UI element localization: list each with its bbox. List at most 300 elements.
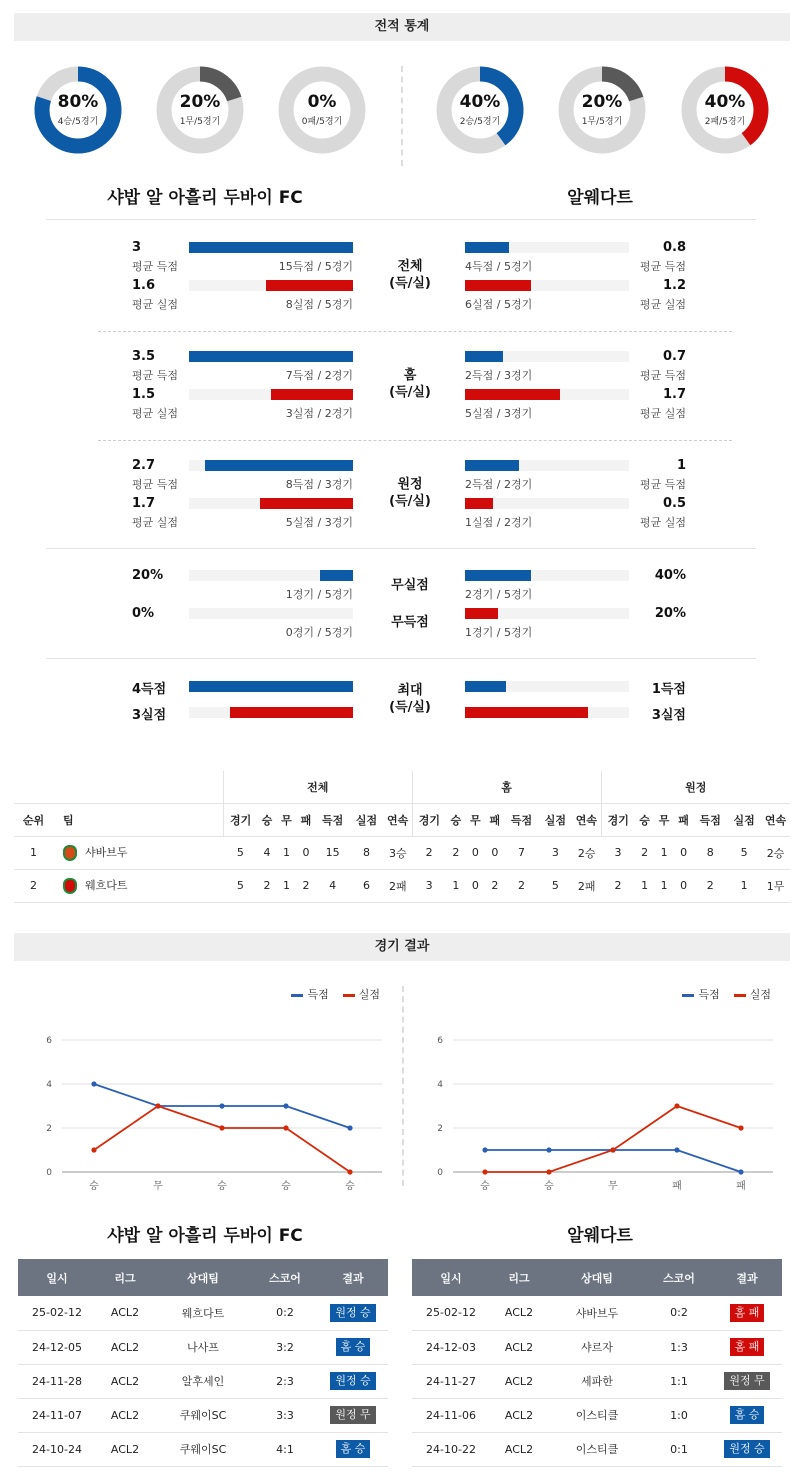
home-goals-caption: 7득점 / 2경기 xyxy=(285,369,353,382)
away-no-goal-pct: 20% xyxy=(654,606,686,621)
legend-item: 실점 xyxy=(343,988,380,1001)
data-point xyxy=(546,1169,551,1174)
standings-col-header: 승 xyxy=(257,803,277,836)
standings-cell: 0 xyxy=(296,836,316,869)
home-max-conceded: 3실점 xyxy=(132,708,167,723)
standings-col-header: 무 xyxy=(277,803,297,836)
home-team-name: 샤밥 알 아흘리 두바이 FC xyxy=(107,188,303,208)
away-goals-bar xyxy=(465,351,503,362)
table-row xyxy=(412,1330,782,1364)
home-clean-sheet-bar xyxy=(320,570,353,581)
standings-cell: 2 xyxy=(693,869,727,902)
away-goals-caption: 2득점 / 2경기 xyxy=(465,478,533,491)
result-score: 1:0 xyxy=(646,1398,712,1432)
result-badge: 홈 승 xyxy=(336,1440,371,1458)
result-league: ACL2 xyxy=(96,1330,154,1364)
home-clean-sheet-caption: 1경기 / 5경기 xyxy=(285,588,353,601)
standings-col-header: 패 xyxy=(485,803,505,836)
table-row xyxy=(412,1432,782,1466)
result-opp: 이스티클 xyxy=(548,1398,646,1432)
stats-section-title: 전적 통계 xyxy=(14,13,790,41)
away-avg-goals-label: 평균 득점 xyxy=(639,369,686,382)
divider xyxy=(98,331,732,332)
result-opp: 이스티클 xyxy=(548,1432,646,1466)
team-cell[interactable] xyxy=(53,836,223,869)
donut-caption: 4승/5경기 xyxy=(57,117,99,127)
standings-cell: 1 xyxy=(277,869,297,902)
results-col-header: 상대팀 xyxy=(154,1259,252,1296)
y-tick-label: 4 xyxy=(437,1080,443,1090)
standings-cell: 1무 xyxy=(761,869,790,902)
home-avg-conceded-label: 평균 실점 xyxy=(132,298,179,311)
standings-cell: 3승 xyxy=(383,836,412,869)
result-cell xyxy=(318,1330,388,1364)
result-opp: 알후세인 xyxy=(154,1364,252,1398)
standings-cell: 15 xyxy=(316,836,350,869)
home-results-table xyxy=(18,1259,388,1467)
x-tick-label: 승 xyxy=(345,1181,355,1192)
results-col-header: 스코어 xyxy=(252,1259,318,1296)
home-conceded-bar xyxy=(271,389,353,400)
away-avg-conceded: 1.2 xyxy=(662,278,686,293)
result-date: 24-10-24 xyxy=(18,1432,96,1466)
standings-cell: 1 xyxy=(654,836,674,869)
home-goals-caption: 15득점 / 5경기 xyxy=(278,260,353,273)
away-avg-conceded-label: 평균 실점 xyxy=(639,298,686,311)
result-score: 3:3 xyxy=(252,1398,318,1432)
data-point xyxy=(482,1169,487,1174)
result-date: 24-11-27 xyxy=(412,1364,490,1398)
home-avg-goals-label: 평균 득점 xyxy=(132,478,179,491)
result-score: 2:3 xyxy=(252,1364,318,1398)
standings-cell: 5 xyxy=(223,836,257,869)
home-max-goals: 4득점 xyxy=(132,682,167,697)
result-date: 24-11-06 xyxy=(412,1398,490,1432)
home-donut-1 xyxy=(156,66,244,154)
away-results-chart xyxy=(405,982,785,1192)
table-row xyxy=(18,1296,388,1330)
result-score: 4:1 xyxy=(252,1432,318,1466)
donut-percent: 20% xyxy=(179,92,221,112)
away-conceded-caption: 1실점 / 2경기 xyxy=(465,516,533,529)
team-cell[interactable] xyxy=(53,869,223,902)
result-cell xyxy=(318,1364,388,1398)
donut-caption: 2승/5경기 xyxy=(459,117,501,127)
no-goal-label: 무득점 xyxy=(391,615,429,630)
standings-cell: 4 xyxy=(316,869,350,902)
result-score: 0:2 xyxy=(646,1296,712,1330)
donut-percent: 0% xyxy=(307,92,337,112)
result-opp: 샤르자 xyxy=(548,1330,646,1364)
standings-col-header: 득점 xyxy=(505,803,539,836)
standings-col-header: 득점 xyxy=(693,803,727,836)
home-conceded-bar xyxy=(260,498,353,509)
data-point xyxy=(674,1147,679,1152)
result-badge: 원정 무 xyxy=(724,1372,769,1390)
group-away: 원정 xyxy=(601,771,790,803)
result-score: 0:2 xyxy=(252,1296,318,1330)
result-cell xyxy=(318,1432,388,1466)
result-date: 25-02-12 xyxy=(18,1296,96,1330)
table-row xyxy=(14,836,790,869)
series-line xyxy=(94,1106,350,1172)
result-league: ACL2 xyxy=(96,1432,154,1466)
y-tick-label: 6 xyxy=(437,1036,443,1046)
away-goals-bar xyxy=(465,460,519,471)
standings-col-header: 순위 xyxy=(14,803,53,836)
result-league: ACL2 xyxy=(490,1398,548,1432)
home-clean-sheet-pct: 20% xyxy=(132,568,164,583)
result-cell xyxy=(318,1398,388,1432)
x-tick-label: 승 xyxy=(544,1181,554,1192)
divider xyxy=(46,219,756,220)
group-home: 홈 xyxy=(412,771,601,803)
result-opp: 샤바브두 xyxy=(548,1296,646,1330)
legend-item: 득점 xyxy=(291,988,328,1001)
team-name: 웨흐다트 xyxy=(85,879,128,892)
result-badge: 홈 패 xyxy=(730,1304,765,1322)
result-score: 3:2 xyxy=(252,1330,318,1364)
result-cell xyxy=(712,1296,782,1330)
x-tick-label: 무 xyxy=(153,1181,163,1192)
away-conceded-bar xyxy=(465,280,531,291)
away-goals-bar xyxy=(465,242,509,253)
standings-cell: 2패 xyxy=(383,869,412,902)
results-col-header: 스코어 xyxy=(646,1259,712,1296)
y-tick-label: 0 xyxy=(46,1168,52,1178)
away-results-team-name: 알웨다트 xyxy=(567,1226,633,1246)
result-badge: 원정 승 xyxy=(724,1440,769,1458)
donut-percent: 80% xyxy=(57,92,99,112)
x-tick-label: 패 xyxy=(736,1181,746,1192)
standings-col-header: 승 xyxy=(635,803,655,836)
standings-cell: 8 xyxy=(350,836,384,869)
standings-col-header: 연속 xyxy=(761,803,790,836)
away-donut-0 xyxy=(436,66,524,154)
standings-cell: 0 xyxy=(466,836,486,869)
data-point xyxy=(219,1125,224,1130)
data-point xyxy=(347,1169,352,1174)
results-col-header: 일시 xyxy=(412,1259,490,1296)
standings-col-header: 패 xyxy=(296,803,316,836)
home-max-conceded-bar xyxy=(230,707,353,718)
standings-cell: 5 xyxy=(538,869,572,902)
clean-sheet-label: 무실점 xyxy=(391,578,429,593)
home-no-goal-pct: 0% xyxy=(132,606,155,621)
result-date: 24-12-05 xyxy=(18,1330,96,1364)
standings-cell: 2 xyxy=(505,869,539,902)
data-point xyxy=(91,1147,96,1152)
result-cell xyxy=(712,1398,782,1432)
home-avg-goals: 3 xyxy=(132,240,142,255)
standings-cell: 0 xyxy=(466,869,486,902)
home-results-team-name: 샤밥 알 아흘리 두바이 FC xyxy=(107,1226,303,1246)
standings-cell: 0 xyxy=(485,836,505,869)
table-row xyxy=(412,1398,782,1432)
home-avg-conceded: 1.5 xyxy=(132,387,156,402)
standings-cell: 4 xyxy=(257,836,277,869)
home-avg-conceded: 1.7 xyxy=(132,496,156,511)
result-league: ACL2 xyxy=(490,1330,548,1364)
standings-cell: 1 xyxy=(727,869,761,902)
standings-cell: 1 xyxy=(446,869,466,902)
standings-col-header: 무 xyxy=(466,803,486,836)
standings-col-header: 득점 xyxy=(316,803,350,836)
home-donut-0 xyxy=(34,66,122,154)
away-max-conceded: 3실점 xyxy=(651,708,686,723)
standings-cell: 2 xyxy=(296,869,316,902)
table-row xyxy=(18,1398,388,1432)
result-score: 1:3 xyxy=(646,1330,712,1364)
data-point xyxy=(283,1103,288,1108)
data-point xyxy=(283,1125,288,1130)
standings-col-header: 연속 xyxy=(383,803,412,836)
team-logo-icon xyxy=(63,845,77,861)
result-badge: 원정 승 xyxy=(330,1304,375,1322)
home-conceded-caption: 8실점 / 5경기 xyxy=(285,298,353,311)
standings-cell: 0 xyxy=(674,869,694,902)
result-date: 24-10-22 xyxy=(412,1432,490,1466)
away-clean-sheet-bar xyxy=(465,570,531,581)
stat-category-label: 전체 (득/실) xyxy=(389,259,431,291)
standings-col-header: 무 xyxy=(654,803,674,836)
standings-col-header: 경기 xyxy=(412,803,446,836)
table-row xyxy=(412,1296,782,1330)
standings-col-header: 승 xyxy=(446,803,466,836)
away-avg-conceded: 0.5 xyxy=(662,496,686,511)
x-tick-label: 승 xyxy=(89,1181,99,1192)
y-tick-label: 2 xyxy=(437,1124,443,1134)
standings-col-header: 패 xyxy=(674,803,694,836)
x-tick-label: 승 xyxy=(281,1181,291,1192)
away-conceded-caption: 6실점 / 5경기 xyxy=(465,298,533,311)
away-team-name: 알웨다트 xyxy=(567,188,633,208)
away-avg-conceded-label: 평균 실점 xyxy=(639,407,686,420)
max-label: 최대 (득/실) xyxy=(389,683,431,715)
away-clean-sheet-pct: 40% xyxy=(654,568,686,583)
standings-col-header: 실점 xyxy=(350,803,384,836)
result-badge: 원정 승 xyxy=(330,1372,375,1390)
y-tick-label: 2 xyxy=(46,1124,52,1134)
divider xyxy=(98,440,732,441)
divider xyxy=(46,548,756,549)
standings-cell: 7 xyxy=(505,836,539,869)
away-avg-conceded: 1.7 xyxy=(662,387,686,402)
home-avg-goals: 2.7 xyxy=(132,458,156,473)
group-total: 전체 xyxy=(223,771,412,803)
home-goals-bar xyxy=(189,351,353,362)
team-name: 샤바브두 xyxy=(85,846,128,859)
table-row xyxy=(18,1364,388,1398)
data-point xyxy=(91,1081,96,1086)
standings-col-header: 팀 xyxy=(53,803,223,836)
donut-percent: 40% xyxy=(459,92,501,112)
team-logo-icon xyxy=(63,878,77,894)
x-tick-label: 승 xyxy=(480,1181,490,1192)
standings-cell: 5 xyxy=(727,836,761,869)
result-badge: 홈 승 xyxy=(730,1406,765,1424)
data-point xyxy=(674,1103,679,1108)
series-line xyxy=(485,1150,741,1172)
result-opp: 나사프 xyxy=(154,1330,252,1364)
home-avg-conceded-label: 평균 실점 xyxy=(132,516,179,529)
standings-cell: 1 xyxy=(277,836,297,869)
table-row xyxy=(18,1330,388,1364)
x-tick-label: 무 xyxy=(608,1181,618,1192)
results-col-header: 일시 xyxy=(18,1259,96,1296)
home-conceded-caption: 5실점 / 3경기 xyxy=(285,516,353,529)
standings-cell: 5 xyxy=(223,869,257,902)
standings-cell: 1 xyxy=(654,869,674,902)
away-no-goal-bar xyxy=(465,608,498,619)
home-max-goals-bar xyxy=(189,681,353,692)
result-date: 24-11-28 xyxy=(18,1364,96,1398)
home-avg-conceded-label: 평균 실점 xyxy=(132,407,179,420)
results-col-header: 상대팀 xyxy=(548,1259,646,1296)
results-col-header: 결과 xyxy=(318,1259,388,1296)
result-score: 1:1 xyxy=(646,1364,712,1398)
away-donut-1 xyxy=(558,66,646,154)
data-point xyxy=(347,1125,352,1130)
standings-cell: 3 xyxy=(538,836,572,869)
data-point xyxy=(482,1147,487,1152)
donut-percent: 20% xyxy=(581,92,623,112)
away-avg-goals: 0.8 xyxy=(662,240,686,255)
x-tick-label: 승 xyxy=(217,1181,227,1192)
divider xyxy=(46,658,756,659)
home-conceded-bar xyxy=(266,280,353,291)
data-point xyxy=(610,1147,615,1152)
home-goals-caption: 8득점 / 3경기 xyxy=(285,478,353,491)
away-goals-caption: 4득점 / 5경기 xyxy=(465,260,533,273)
stat-category-label: 원정 (득/실) xyxy=(389,477,431,509)
standings-cell: 8 xyxy=(693,836,727,869)
result-date: 25-02-12 xyxy=(412,1296,490,1330)
result-badge: 홈 패 xyxy=(730,1338,765,1356)
standings-cell: 3 xyxy=(601,836,635,869)
data-point xyxy=(219,1103,224,1108)
home-results-chart xyxy=(14,982,394,1192)
table-row xyxy=(14,869,790,902)
result-league: ACL2 xyxy=(490,1432,548,1466)
home-goals-bar xyxy=(189,242,353,253)
data-point xyxy=(738,1125,743,1130)
home-donut-2 xyxy=(278,66,366,154)
data-point xyxy=(546,1147,551,1152)
away-conceded-caption: 5실점 / 3경기 xyxy=(465,407,533,420)
standings-cell: 2승 xyxy=(572,836,601,869)
result-opp: 웨흐다트 xyxy=(154,1296,252,1330)
away-avg-goals: 0.7 xyxy=(662,349,686,364)
table-row xyxy=(412,1364,782,1398)
y-tick-label: 4 xyxy=(46,1080,52,1090)
result-league: ACL2 xyxy=(96,1398,154,1432)
standings-cell: 6 xyxy=(350,869,384,902)
donut-percent: 40% xyxy=(704,92,746,112)
away-max-conceded-bar xyxy=(465,707,588,718)
home-conceded-caption: 3실점 / 2경기 xyxy=(285,407,353,420)
standings-cell: 3 xyxy=(412,869,446,902)
away-avg-goals: 1 xyxy=(676,458,686,473)
result-badge: 홈 승 xyxy=(336,1338,371,1356)
standings-cell: 2 xyxy=(257,869,277,902)
away-clean-sheet-caption: 2경기 / 5경기 xyxy=(465,588,533,601)
away-donut-2 xyxy=(681,66,769,154)
standings-cell: 2 xyxy=(412,836,446,869)
result-opp: 쿠웨이SC xyxy=(154,1398,252,1432)
bar-track xyxy=(189,608,353,619)
result-league: ACL2 xyxy=(96,1296,154,1330)
standings-cell: 2 xyxy=(601,869,635,902)
standings-cell: 2 xyxy=(446,836,466,869)
chart-svg xyxy=(14,982,394,1192)
donut-caption: 2패/5경기 xyxy=(704,117,746,127)
result-cell xyxy=(712,1364,782,1398)
result-cell xyxy=(712,1330,782,1364)
away-max-goals-bar xyxy=(465,681,506,692)
standings-cell: 1 xyxy=(635,869,655,902)
result-league: ACL2 xyxy=(490,1296,548,1330)
results-col-header: 결과 xyxy=(712,1259,782,1296)
series-line xyxy=(485,1106,741,1172)
home-goals-bar xyxy=(205,460,353,471)
x-tick-label: 패 xyxy=(672,1181,682,1192)
standings-cell: 2승 xyxy=(761,836,790,869)
standings-col-header: 실점 xyxy=(538,803,572,836)
result-cell xyxy=(712,1432,782,1466)
stat-category-label: 홈 (득/실) xyxy=(389,368,431,400)
away-conceded-bar xyxy=(465,389,560,400)
result-date: 24-11-07 xyxy=(18,1398,96,1432)
standings-cell: 0 xyxy=(674,836,694,869)
home-no-goal-caption: 0경기 / 5경기 xyxy=(285,626,353,639)
away-avg-conceded-label: 평균 실점 xyxy=(639,516,686,529)
table-row xyxy=(18,1432,388,1466)
team-rank: 2 xyxy=(14,869,53,902)
home-avg-goals: 3.5 xyxy=(132,349,156,364)
result-league: ACL2 xyxy=(96,1364,154,1398)
away-results-table xyxy=(412,1259,782,1467)
away-no-goal-caption: 1경기 / 5경기 xyxy=(465,626,533,639)
result-opp: 쿠웨이SC xyxy=(154,1432,252,1466)
data-point xyxy=(738,1169,743,1174)
result-opp: 세파한 xyxy=(548,1364,646,1398)
away-max-goals: 1득점 xyxy=(651,682,686,697)
away-avg-goals-label: 평균 득점 xyxy=(639,478,686,491)
donut-caption: 0패/5경기 xyxy=(301,117,343,127)
result-cell xyxy=(318,1296,388,1330)
team-rank: 1 xyxy=(14,836,53,869)
standings-cell: 2패 xyxy=(572,869,601,902)
data-point xyxy=(155,1103,160,1108)
divider xyxy=(401,66,403,166)
results-col-header: 리그 xyxy=(96,1259,154,1296)
result-league: ACL2 xyxy=(490,1364,548,1398)
away-goals-caption: 2득점 / 3경기 xyxy=(465,369,533,382)
standings-col-header: 실점 xyxy=(727,803,761,836)
result-badge: 원정 무 xyxy=(330,1406,375,1424)
home-avg-goals-label: 평균 득점 xyxy=(132,369,179,382)
y-tick-label: 0 xyxy=(437,1168,443,1178)
standings-table xyxy=(14,771,790,903)
legend-item: 득점 xyxy=(682,988,719,1001)
donut-caption: 1무/5경기 xyxy=(179,117,221,127)
results-section-title: 경기 결과 xyxy=(14,933,790,961)
donut-caption: 1무/5경기 xyxy=(581,117,623,127)
standings-header xyxy=(14,803,790,836)
legend-item: 실점 xyxy=(734,988,771,1001)
result-date: 24-12-03 xyxy=(412,1330,490,1364)
